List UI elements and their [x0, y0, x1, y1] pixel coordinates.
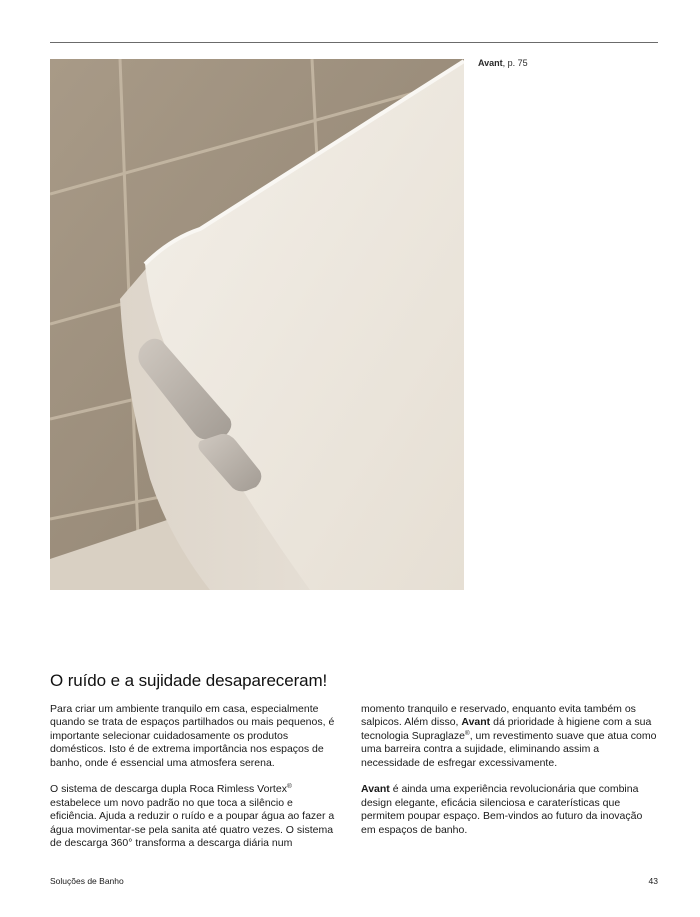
- right-p1-text-a: momento tranquilo e reservado, enquanto evita também os salpicos. Além disso,: [361, 703, 636, 729]
- photo-caption: [478, 58, 528, 68]
- left-paragraph-2: [50, 783, 338, 850]
- article-right-column: [361, 703, 659, 850]
- footer-section-title: Soluções de Banho: [50, 876, 124, 886]
- right-p2-text-a: é ainda uma experiência revolucionária que combina design elegante, eficácia silenciosa e caraterísticas que permitem poupar espaço. Bem-vindos ao futuro da inovação em espaços de banho.: [361, 783, 643, 836]
- left-p2-text-b: estabelece um novo padrão no que toca a silêncio e eficiência. Ajuda a reduzir o ruído e a poupar água ao fazer a água movimentar-se pela sanita até quatro vezes. O sistema de descarga 360° transforma a descarga diária num: [50, 796, 335, 850]
- right-paragraph-1: [361, 703, 659, 770]
- left-paragraph-1: Para criar um ambiente tranquilo em casa, especialmente quando se trata de espaços partilhados ou mais pequenos, é importante selecionar cuidadosamente os produtos domésticos. Isto é de extrema importância nos espaços de banho, onde é essencial uma atmosfera serena.: [50, 703, 335, 769]
- right-p1-text-c: , um revestimento suave que atua como uma barreira contra a sujidade, eliminando assim a necessidade de esfregar excessivamente.: [361, 729, 657, 769]
- article-left-column: [50, 703, 338, 864]
- product-photo: [50, 59, 464, 590]
- top-rule: [50, 42, 658, 43]
- toilet-photo-illustration: [50, 59, 464, 590]
- brand-name: Avant: [461, 716, 491, 729]
- caption-product: Avant: [478, 58, 503, 68]
- page-number: 43: [648, 876, 658, 886]
- brand-name: Avant: [361, 783, 390, 796]
- registered-mark: ®: [286, 783, 292, 791]
- right-paragraph-2: [361, 783, 659, 837]
- registered-mark: ®: [464, 729, 470, 737]
- left-p2-text-a: O sistema de descarga dupla Roca Rimless Vortex: [50, 783, 287, 796]
- right-p1-text-b: dá prioridade à higiene com a sua tecnologia Supraglaze: [361, 716, 652, 742]
- article-heading: O ruído e a sujidade desapareceram!: [50, 671, 328, 690]
- caption-page-ref: , p. 75: [502, 58, 528, 68]
